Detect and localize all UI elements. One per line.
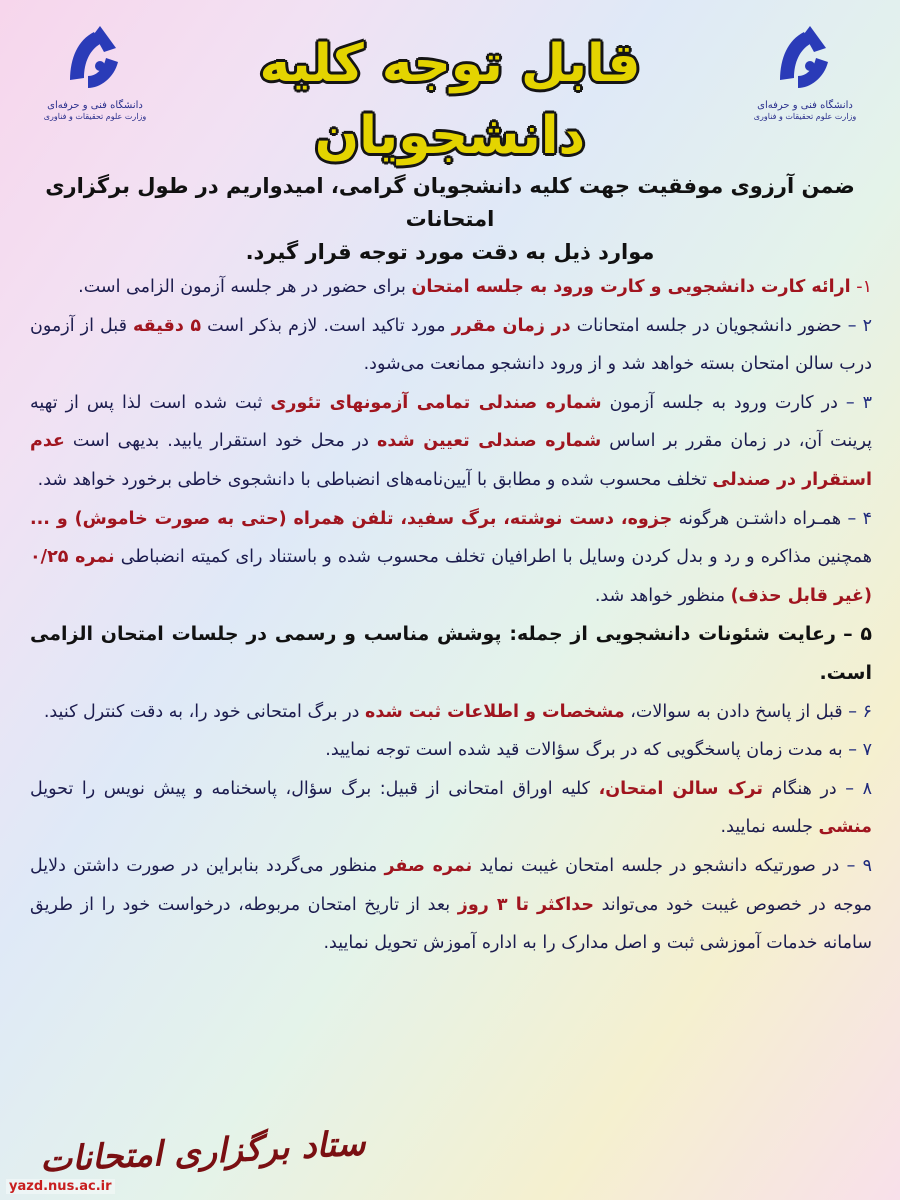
rule-item-5: ۵ – رعایت شئونات دانشجویی از جمله: پوشش مناسب و رسمی در جلسات امتحان الزامی است.	[30, 623, 872, 684]
rules-list	[30, 268, 872, 963]
logo-caption-university: دانشگاه فنی و حرفه‌ای	[757, 100, 853, 111]
rule-item-4: ۴ – همـراه داشتـن هرگونه جزوه، دست نوشته، برگ سفید، تلفن همراه (حتی به صورت خاموش) و ... همچنین مذاکره و رد و بدل کردن وسایل با اطرافیان تخلف محسوب شده و باستناد رای کمیته انضباطی نمره ۰/۲۵ (غیر قابل حذف) منظور خواهد شد.	[30, 508, 873, 606]
logo-caption-ministry: وزارت علوم تحقیقات و فناوری	[753, 111, 857, 121]
tvu-emblem-icon	[770, 18, 840, 98]
rule-item-6: ۶ – قبل از پاسخ دادن به سوالات، مشخصات و اطلاعات ثبت شده در برگ امتحانی خود را، به دقت کنترل کنید.	[43, 701, 872, 722]
source-url: yazd.nus.ac.ir	[6, 1179, 115, 1194]
university-logo-left	[40, 18, 150, 138]
rule-item-2: ۲ – حضور دانشجویان در جلسه امتحانات در زمان مقرر مورد تاکید است. لازم بذکر است ۵ دقیقه قبل از آزمون درب سالن امتحان بسته خواهد شد و از ورود دانشجو ممانعت می‌شود.	[30, 315, 872, 375]
university-logo-right	[750, 18, 860, 138]
page-title: قابل توجه کلیه دانشجویان	[259, 34, 641, 166]
intro-line-2: موارد ذیل به دقت مورد توجه قرار گیرد.	[245, 240, 655, 264]
logo-caption-ministry: وزارت علوم تحقیقات و فناوری	[43, 111, 147, 121]
logo-caption-university: دانشگاه فنی و حرفه‌ای	[47, 100, 143, 111]
tvu-emblem-icon	[60, 18, 130, 98]
rule-item-1: ۱- ارائه کارت دانشجویی و کارت ورود به جلسه امتحان برای حضور در هر جلسه آزمون الزامی است.	[78, 277, 872, 297]
rule-item-3: ۳ – در کارت ورود به جلسه آزمون شماره صندلی تمامی آزمونهای تئوری ثبت شده است لذا پس از تهیه پرینت آن، در زمان مقرر بر اساس شماره صندلی تعیین شده در محل خود استقرار یابید. بدیهی است عدم استقرار در صندلی تخلف محسوب شده و مطابق با آیین‌نامه‌های انضباطی با دانشجوی خاطی برخورد خواهد شد.	[30, 392, 872, 490]
intro-paragraph	[40, 170, 860, 269]
intro-line-1: ضمن آرزوی موفقیت جهت کلیه دانشجویان گرامی، امیدواریم در طول برگزاری امتحانات	[45, 174, 855, 231]
rule-item-9: ۹ – در صورتیکه دانشجو در جلسه امتحان غیبت نماید نمره صفر منظور می‌گردد بنابراین در صورت داشتن دلایل موجه در خصوص غیبت خود می‌تواند حداکثر تا ۳ روز بعد از تاریخ امتحان مربوطه، درخواست خود را از طریق سامانه خدمات آموزشی ثبت و اصل مدارک را به اداره آموزش تحویل نمایید.	[30, 855, 873, 954]
rule-item-8: ۸ – در هنگام ترک سالن امتحان، کلیه اوراق امتحانی از قبیل: برگ سؤال، پاسخنامه و پیش نویس را تحویل منشی جلسه نمایید.	[30, 778, 872, 838]
rule-item-7: ۷ – به مدت زمان پاسخگویی که در برگ سؤالات قید شده است توجه نمایید.	[325, 740, 872, 761]
exam-committee-signature: ستاد برگزاری امتحانات	[39, 1123, 367, 1181]
